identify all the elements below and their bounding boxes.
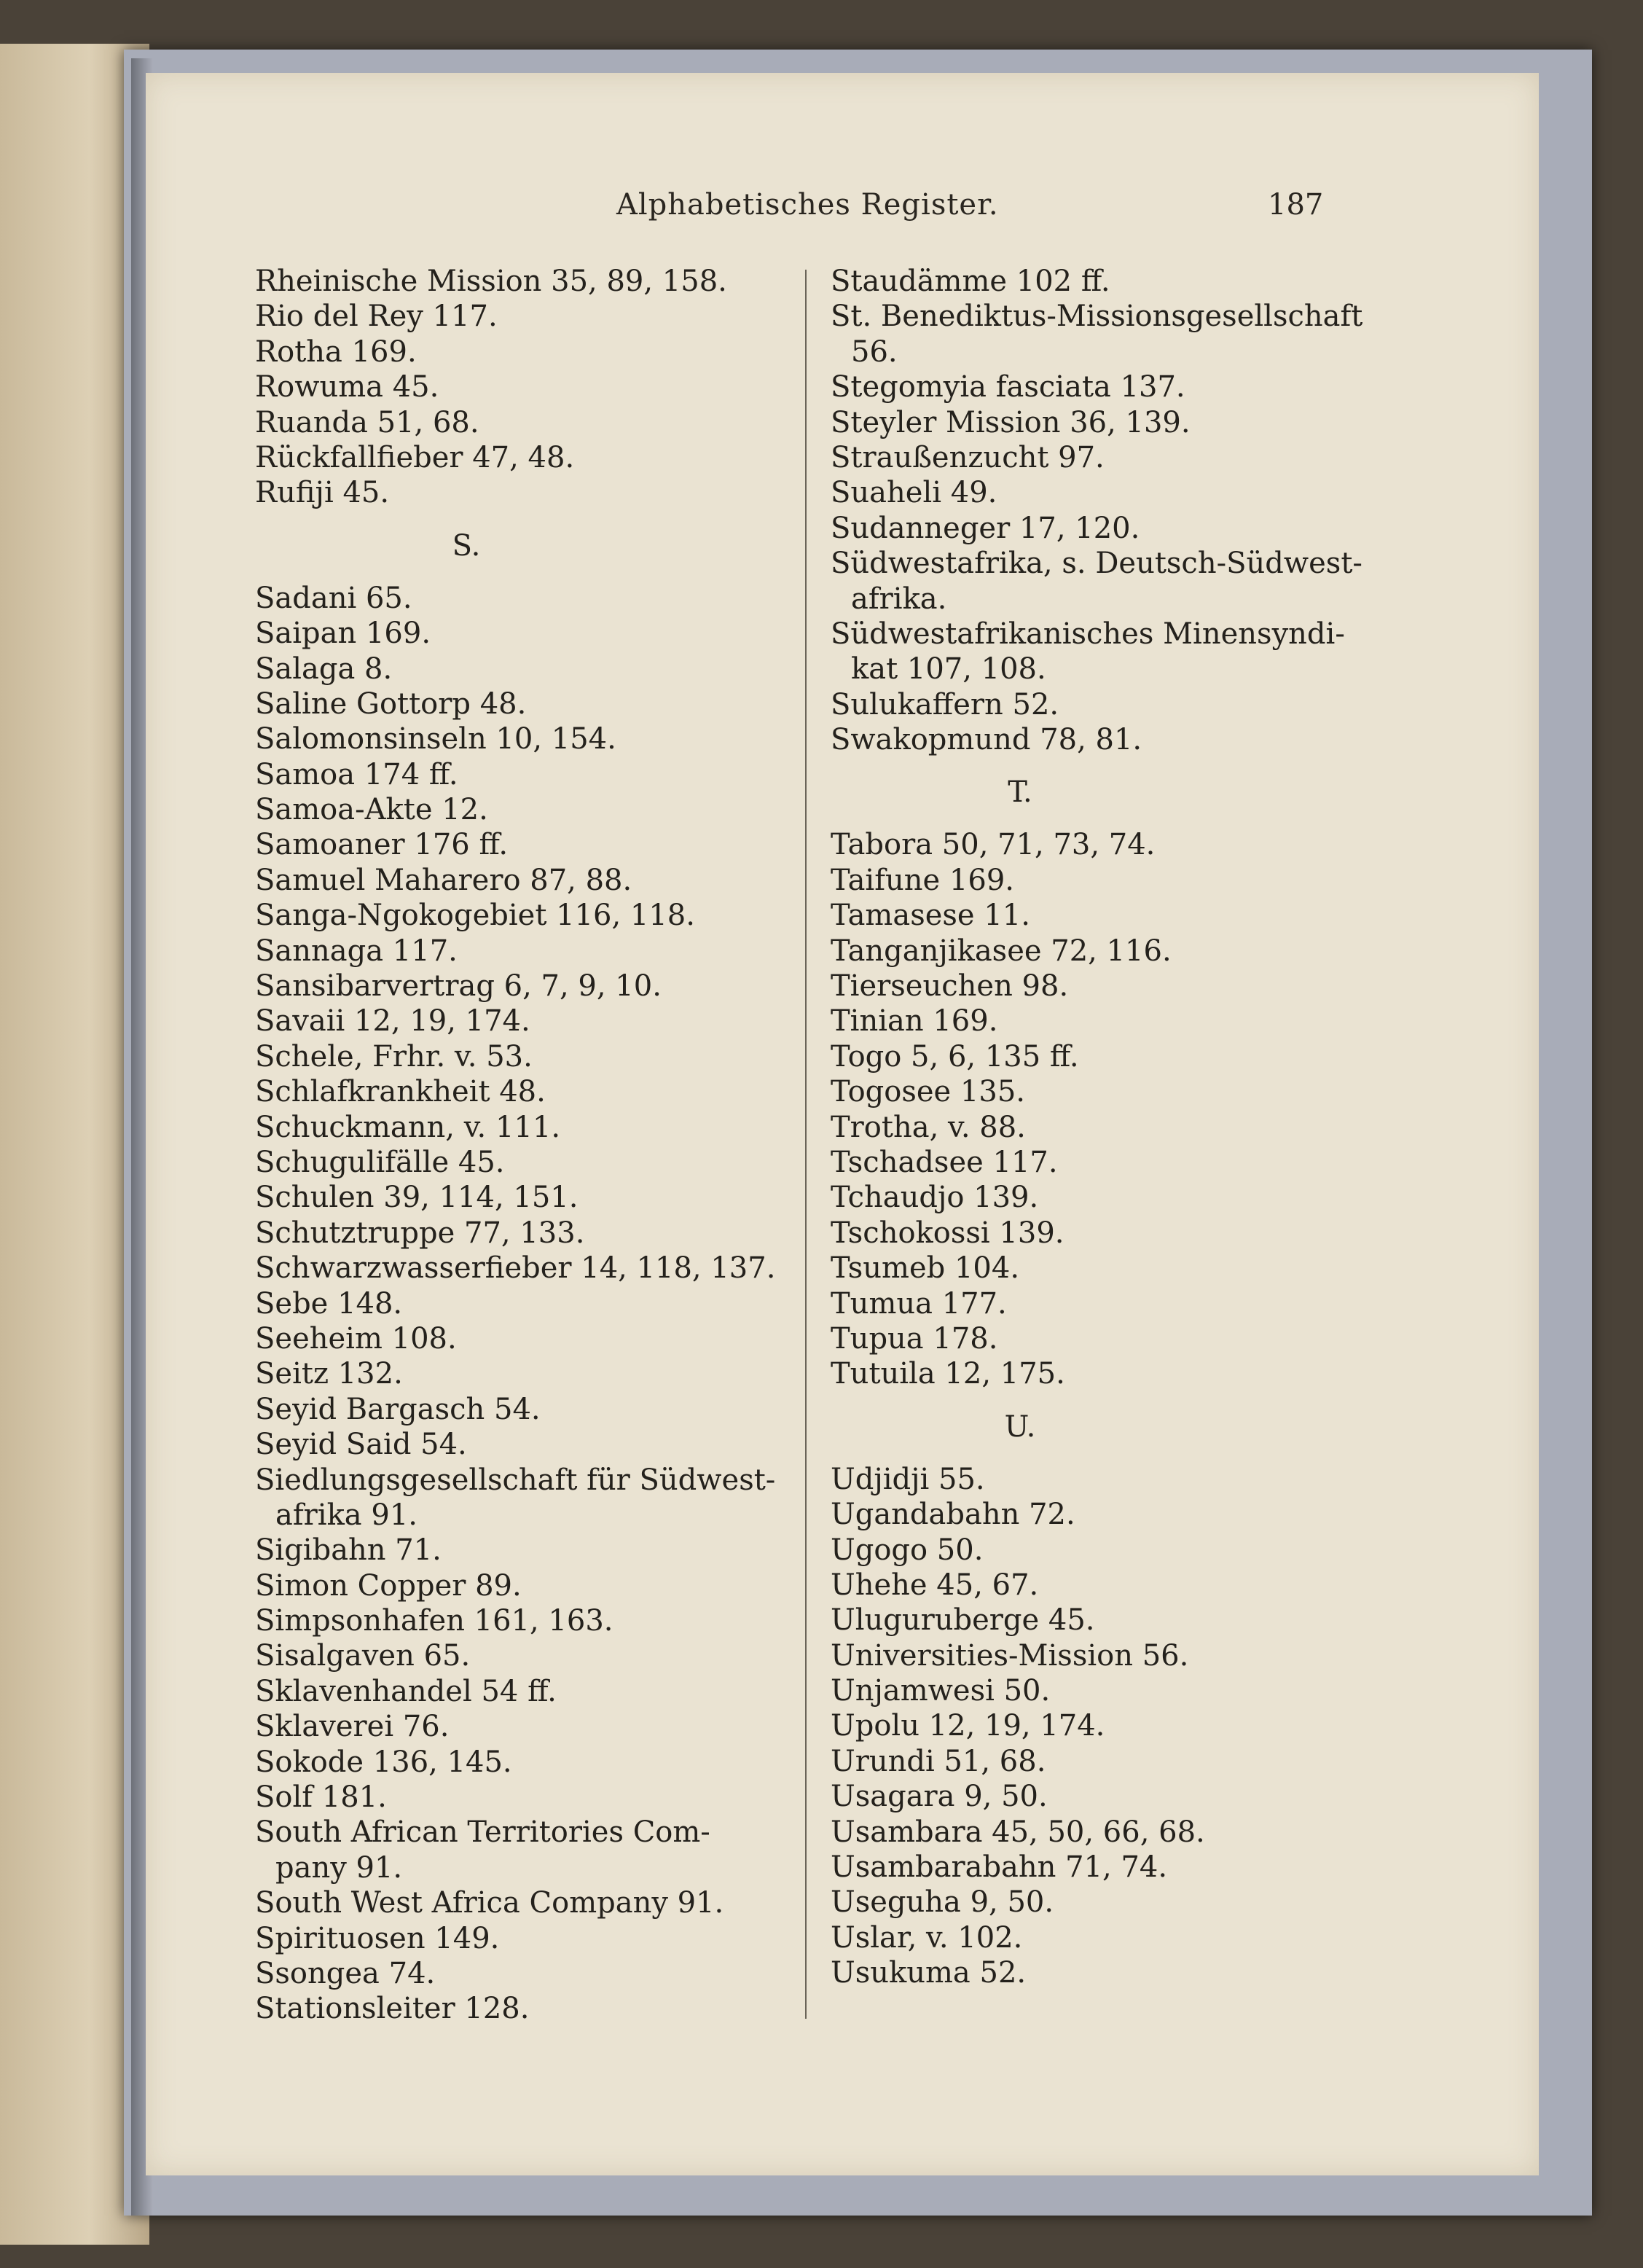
index-entry: Schwarzwasserfieber 14, 118, 137. — [255, 1251, 776, 1286]
index-entry: Universities-Mission 56. — [831, 1638, 1189, 1673]
index-entry: Sadani 65. — [255, 581, 412, 615]
index-entry: Schugulifälle 45. — [255, 1145, 505, 1179]
index-entry: Swakopmund 78, 81. — [831, 723, 1142, 757]
index-entry: South African Territories Com- — [255, 1815, 710, 1850]
index-entry: Seeheim 108. — [255, 1321, 457, 1356]
index-entry: South West Africa Company 91. — [255, 1886, 724, 1920]
index-entry: Samoa-Akte 12. — [255, 793, 488, 827]
index-entry: Staudämme 102 ff. — [831, 265, 1110, 298]
index-entry: Samoa 174 ff. — [255, 757, 458, 791]
index-entry: Salaga 8. — [255, 652, 393, 686]
index-entry: Ssongea 74. — [255, 1956, 436, 1990]
index-entry: Südwestafrika, s. Deutsch-Südwest- — [831, 547, 1362, 581]
index-entry: Sebe 148. — [255, 1286, 403, 1321]
index-entry: Uhehe 45, 67. — [831, 1568, 1039, 1602]
index-entry-continuation: afrika 91. — [275, 1498, 417, 1532]
section-letter-heading: T. — [1008, 775, 1032, 810]
index-entry-continuation: afrika. — [851, 582, 947, 616]
index-entry: Sisalgaven 65. — [255, 1639, 471, 1673]
index-entry: Tumua 177. — [831, 1286, 1007, 1321]
page-title: Alphabetisches Register. — [616, 188, 999, 222]
index-entry: Unjamwesi 50. — [831, 1674, 1051, 1708]
index-entry: Ugogo 50. — [831, 1533, 984, 1567]
index-entry: Saipan 169. — [255, 617, 431, 651]
index-entry: Togosee 135. — [831, 1075, 1025, 1109]
index-entry: Udjidji 55. — [831, 1462, 985, 1496]
book-page — [146, 73, 1539, 2175]
index-entry: Tierseuchen 98. — [831, 969, 1069, 1004]
index-entry: Sanga-Ngokogebiet 116, 118. — [255, 899, 695, 933]
index-entry: Tchaudjo 139. — [831, 1181, 1039, 1215]
index-entry: Tabora 50, 71, 73, 74. — [831, 828, 1156, 862]
page-number: 187 — [1268, 188, 1324, 222]
index-entry-continuation: 56. — [851, 335, 898, 369]
index-entry: Tupua 178. — [831, 1321, 998, 1356]
index-column-right — [831, 264, 1501, 1991]
index-entry: Sklaverei 76. — [255, 1710, 450, 1744]
index-entry: Tschadsee 117. — [831, 1145, 1058, 1179]
section-letter-heading: U. — [1004, 1409, 1036, 1444]
index-entry: Stegomyia fasciata 137. — [831, 370, 1185, 404]
index-entry: Schlafkrankheit 48. — [255, 1075, 546, 1109]
page-header — [146, 188, 1539, 232]
index-entry: Seyid Said 54. — [255, 1428, 467, 1462]
index-entry: Tsumeb 104. — [831, 1251, 1020, 1286]
index-entry: Togo 5, 6, 135 ff. — [831, 1039, 1079, 1074]
index-entry: Uluguruberge 45. — [831, 1603, 1095, 1638]
index-entry: Sudanneger 17, 120. — [831, 511, 1140, 545]
index-entry: Ruanda 51, 68. — [255, 405, 479, 439]
index-entry: Seitz 132. — [255, 1357, 403, 1391]
index-entry: Savaii 12, 19, 174. — [255, 1004, 530, 1039]
index-entry: Seyid Bargasch 54. — [255, 1392, 541, 1426]
index-entry: Tanganjikasee 72, 116. — [831, 934, 1172, 968]
index-entry: Sulukaffern 52. — [831, 687, 1059, 722]
index-entry: Straußenzucht 97. — [831, 440, 1105, 474]
section-letter-heading: S. — [452, 528, 481, 563]
index-entry: Usagara 9, 50. — [831, 1780, 1048, 1814]
index-entry: Samuel Maharero 87, 88. — [255, 863, 632, 897]
index-entry: Tamasese 11. — [831, 899, 1030, 933]
index-entry: Rowuma 45. — [255, 370, 439, 404]
column-divider — [805, 270, 807, 2019]
index-entry-continuation: pany 91. — [275, 1850, 403, 1885]
index-entry: Useguha 9, 50. — [831, 1885, 1054, 1920]
index-entry: Steyler Mission 36, 139. — [831, 405, 1191, 439]
index-entry: Rufiji 45. — [255, 476, 390, 510]
index-entry: Simon Copper 89. — [255, 1568, 522, 1603]
index-entry: Spirituosen 149. — [255, 1921, 500, 1955]
index-entry: Salomonsinseln 10, 154. — [255, 722, 616, 756]
index-entry: Saline Gottorp 48. — [255, 687, 527, 721]
index-entry: Solf 181. — [255, 1780, 387, 1815]
index-entry: Ugandabahn 72. — [831, 1498, 1075, 1532]
index-entry: Rheinische Mission 35, 89, 158. — [255, 265, 727, 298]
index-entry: Siedlungsgesellschaft für Südwest- — [255, 1463, 776, 1497]
index-entry: Usukuma 52. — [831, 1956, 1027, 1990]
index-entry: Rückfallfieber 47, 48. — [255, 440, 575, 474]
index-entry: Schulen 39, 114, 151. — [255, 1181, 579, 1215]
index-entry: Sansibarvertrag 6, 7, 9, 10. — [255, 969, 662, 1004]
index-entry: Schele, Frhr. v. 53. — [255, 1039, 533, 1074]
index-entry: Rio del Rey 117. — [255, 300, 498, 334]
index-entry: Sigibahn 71. — [255, 1533, 442, 1568]
index-entry: Usambara 45, 50, 66, 68. — [831, 1815, 1205, 1849]
index-entry: Sklavenhandel 54 ff. — [255, 1674, 557, 1708]
index-entry: Sannaga 117. — [255, 934, 458, 968]
index-entry: Trotha, v. 88. — [831, 1110, 1026, 1144]
index-entry: Tutuila 12, 175. — [831, 1357, 1065, 1391]
index-entry: Schutztruppe 77, 133. — [255, 1216, 585, 1250]
index-entry: Sokode 136, 145. — [255, 1745, 512, 1779]
index-entry: Samoaner 176 ff. — [255, 828, 509, 862]
index-entry: Simpsonhafen 161, 163. — [255, 1604, 613, 1638]
index-entry: Tschokossi 139. — [831, 1216, 1064, 1250]
index-entry: Suaheli 49. — [831, 476, 997, 510]
index-entry: Taifune 169. — [831, 863, 1014, 897]
index-entry: Urundi 51, 68. — [831, 1744, 1046, 1778]
index-entry: Uslar, v. 102. — [831, 1920, 1023, 1955]
index-entry: Rotha 169. — [255, 335, 417, 369]
index-entry: Stationsleiter 128. — [255, 1992, 530, 2026]
index-entry: Upolu 12, 19, 174. — [831, 1709, 1105, 1743]
index-entry: Südwestafrikanisches Minensyndi- — [831, 617, 1345, 651]
index-entry: Usambarabahn 71, 74. — [831, 1850, 1168, 1885]
index-entry-continuation: kat 107, 108. — [851, 652, 1046, 687]
index-entry: Schuckmann, v. 111. — [255, 1110, 561, 1144]
index-entry: Tinian 169. — [831, 1004, 998, 1039]
index-entry: St. Benediktus-Missionsgesellschaft — [831, 300, 1363, 334]
